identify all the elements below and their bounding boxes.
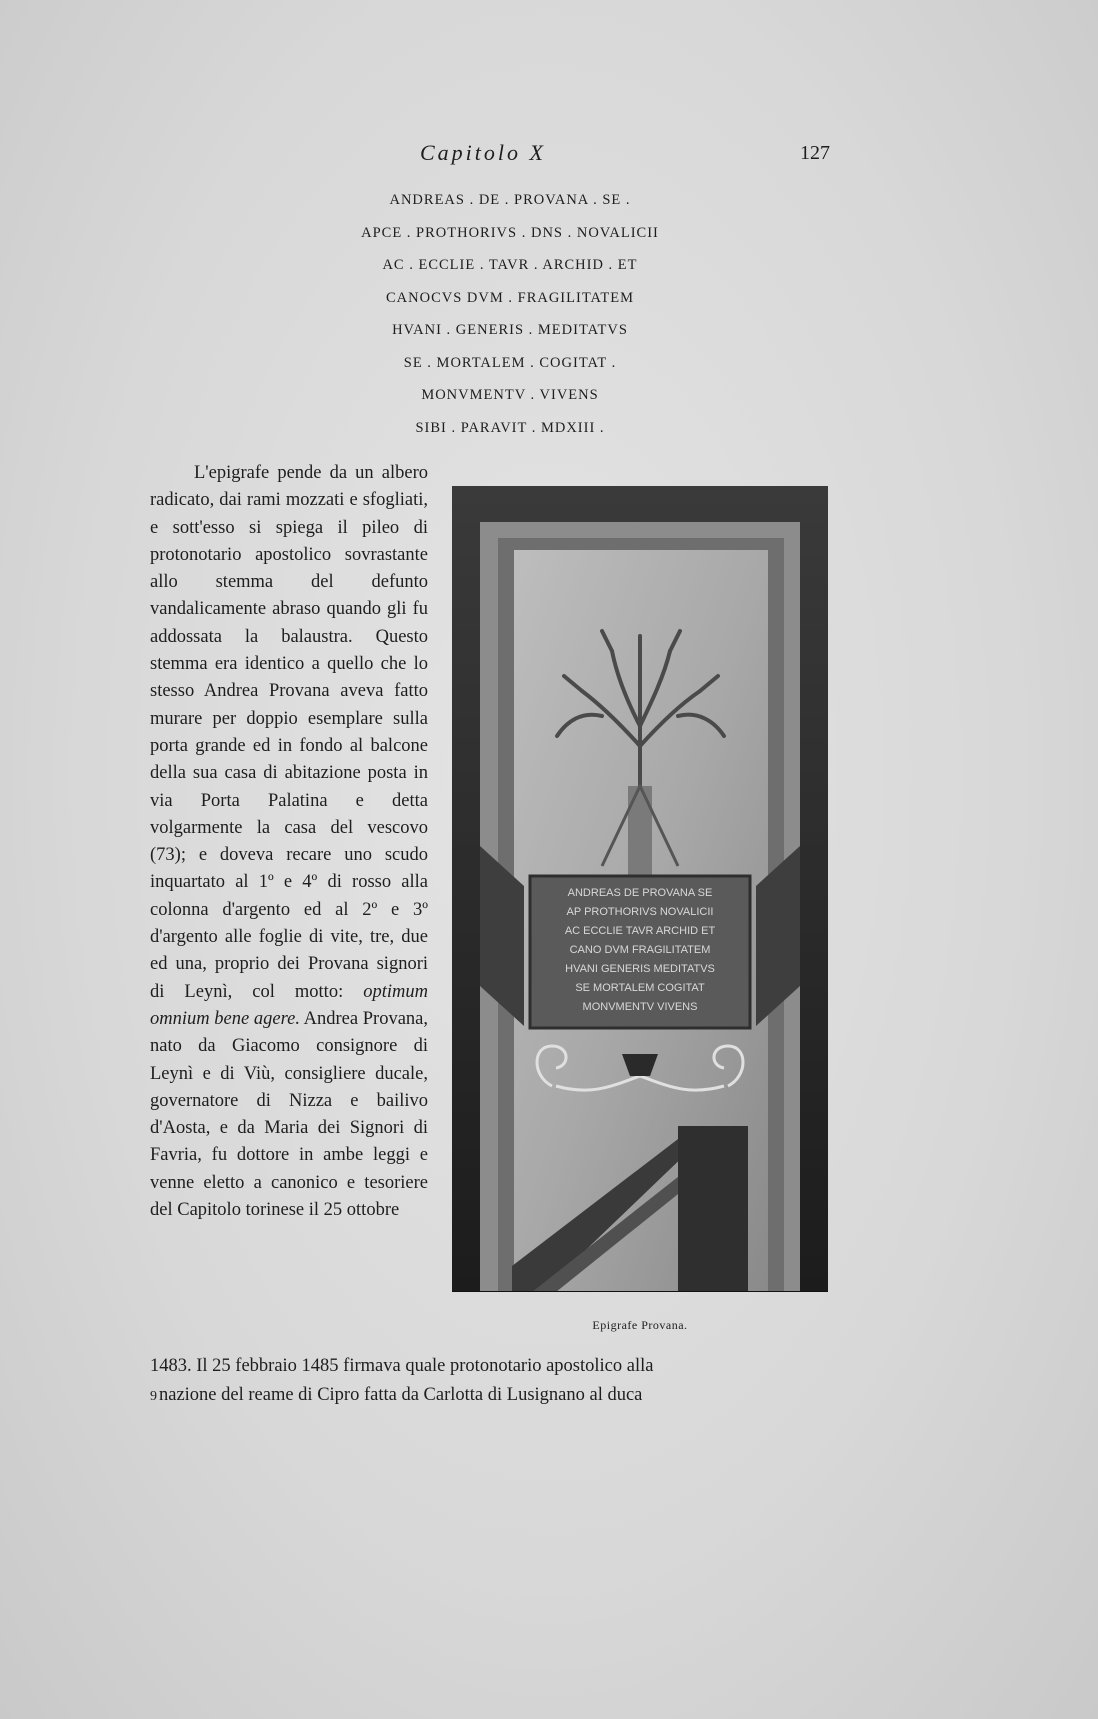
tree-trunk [628,786,652,876]
inscription-line: SE . MORTALEM . COGITAT . [403,354,617,371]
bottom-line-text: nazione del reame di Cipro fatta da Carlotta di Lusignano al duca [159,1385,643,1405]
signature-mark: 9 [150,1389,157,1404]
plaque-line: AP PROTHORIVS NOVALICII [566,906,714,918]
bottom-line: 1483. Il 25 febbraio 1485 firmava quale protonotario apostolico alla [150,1356,654,1376]
plaque-line: SE MORTALEM COGITAT [575,982,705,994]
inscription-line: APCE . PROTHORIVS . DNS . NOVALICII [361,224,659,241]
motto: optimum omnium bene agere. [150,981,429,1029]
plaque-line: AC ECCLIE TAVR ARCHID ET [564,925,716,937]
epigraph-photo-drawing [452,486,828,1292]
epigraph-photo [452,486,828,1292]
figure-caption: Epigrafe Provana. [592,1318,688,1332]
balustrade-post [678,1126,748,1292]
body-text-column [150,460,428,1224]
page-number: 127 [800,142,830,164]
bottom-text-block [150,1352,832,1411]
body-paragraph [150,460,428,1224]
inscription-transcription [300,184,720,444]
inscription-line: HVANI . GENERIS . MEDITATVS [392,322,628,338]
bottom-line-with-mark [150,1381,832,1411]
lead-text: L'epigrafe pende da un albero radicato, dai rami mozzati e sfogliati, e sott'esso si spiega il pileo di protonotario apostolico sovrastante allo stemma del defunto vandalicamente abraso quando gli fu addossata la balaustra. Questo stemma era identico a quello che lo stesso Andrea Provana aveva fatto murare per doppio esemplare sulla porta grande ed in fondo al balcone della sua casa di abitazione posta in via Porta Palatina e detta volgarmente la casa del vescovo (73); e doveva recare uno scudo inquartato al 1º e 4º di rosso alla colonna d'argento ed al 2º e 3º d'argento alle foglie di vite, tre, due ed una, proprio dei Provana signori di Leynì, col motto: [150,463,428,1002]
plaque-line: ANDREAS DE PROVANA SE [567,887,713,899]
inscription-line: ANDREAS . DE . PROVANA . SE . [389,192,631,208]
plaque-line: HVANI GENERIS MEDITATVS [565,963,715,975]
inscription-line: SIBI . PARAVIT . MDXIII . [415,419,605,436]
running-header [150,140,830,174]
plaque-line: CANO DVM FRAGILITATEM [569,944,711,956]
running-title: Capitolo X [420,140,546,165]
inscription-line: CANOCVS DVM . FRAGILITATEM [386,289,634,306]
inscription-line: MONVMENTV . VIVENS [421,387,599,403]
plaque-line: MONVMENTV VIVENS [582,1001,698,1013]
tail-text: Andrea Provana, nato da Giacomo consignore di Leynì e di Viù, consigliere ducale, governatore di Nizza e bailivo d'Aosta, e da Maria dei Signori di Favria, fu dottore in ambe leggi e venne eletto a canonico e tesoriere del Capitolo torinese il 25 ottobre [150,1008,428,1221]
inscription-line: AC . ECCLIE . TAVR . ARCHID . ET [382,257,638,273]
